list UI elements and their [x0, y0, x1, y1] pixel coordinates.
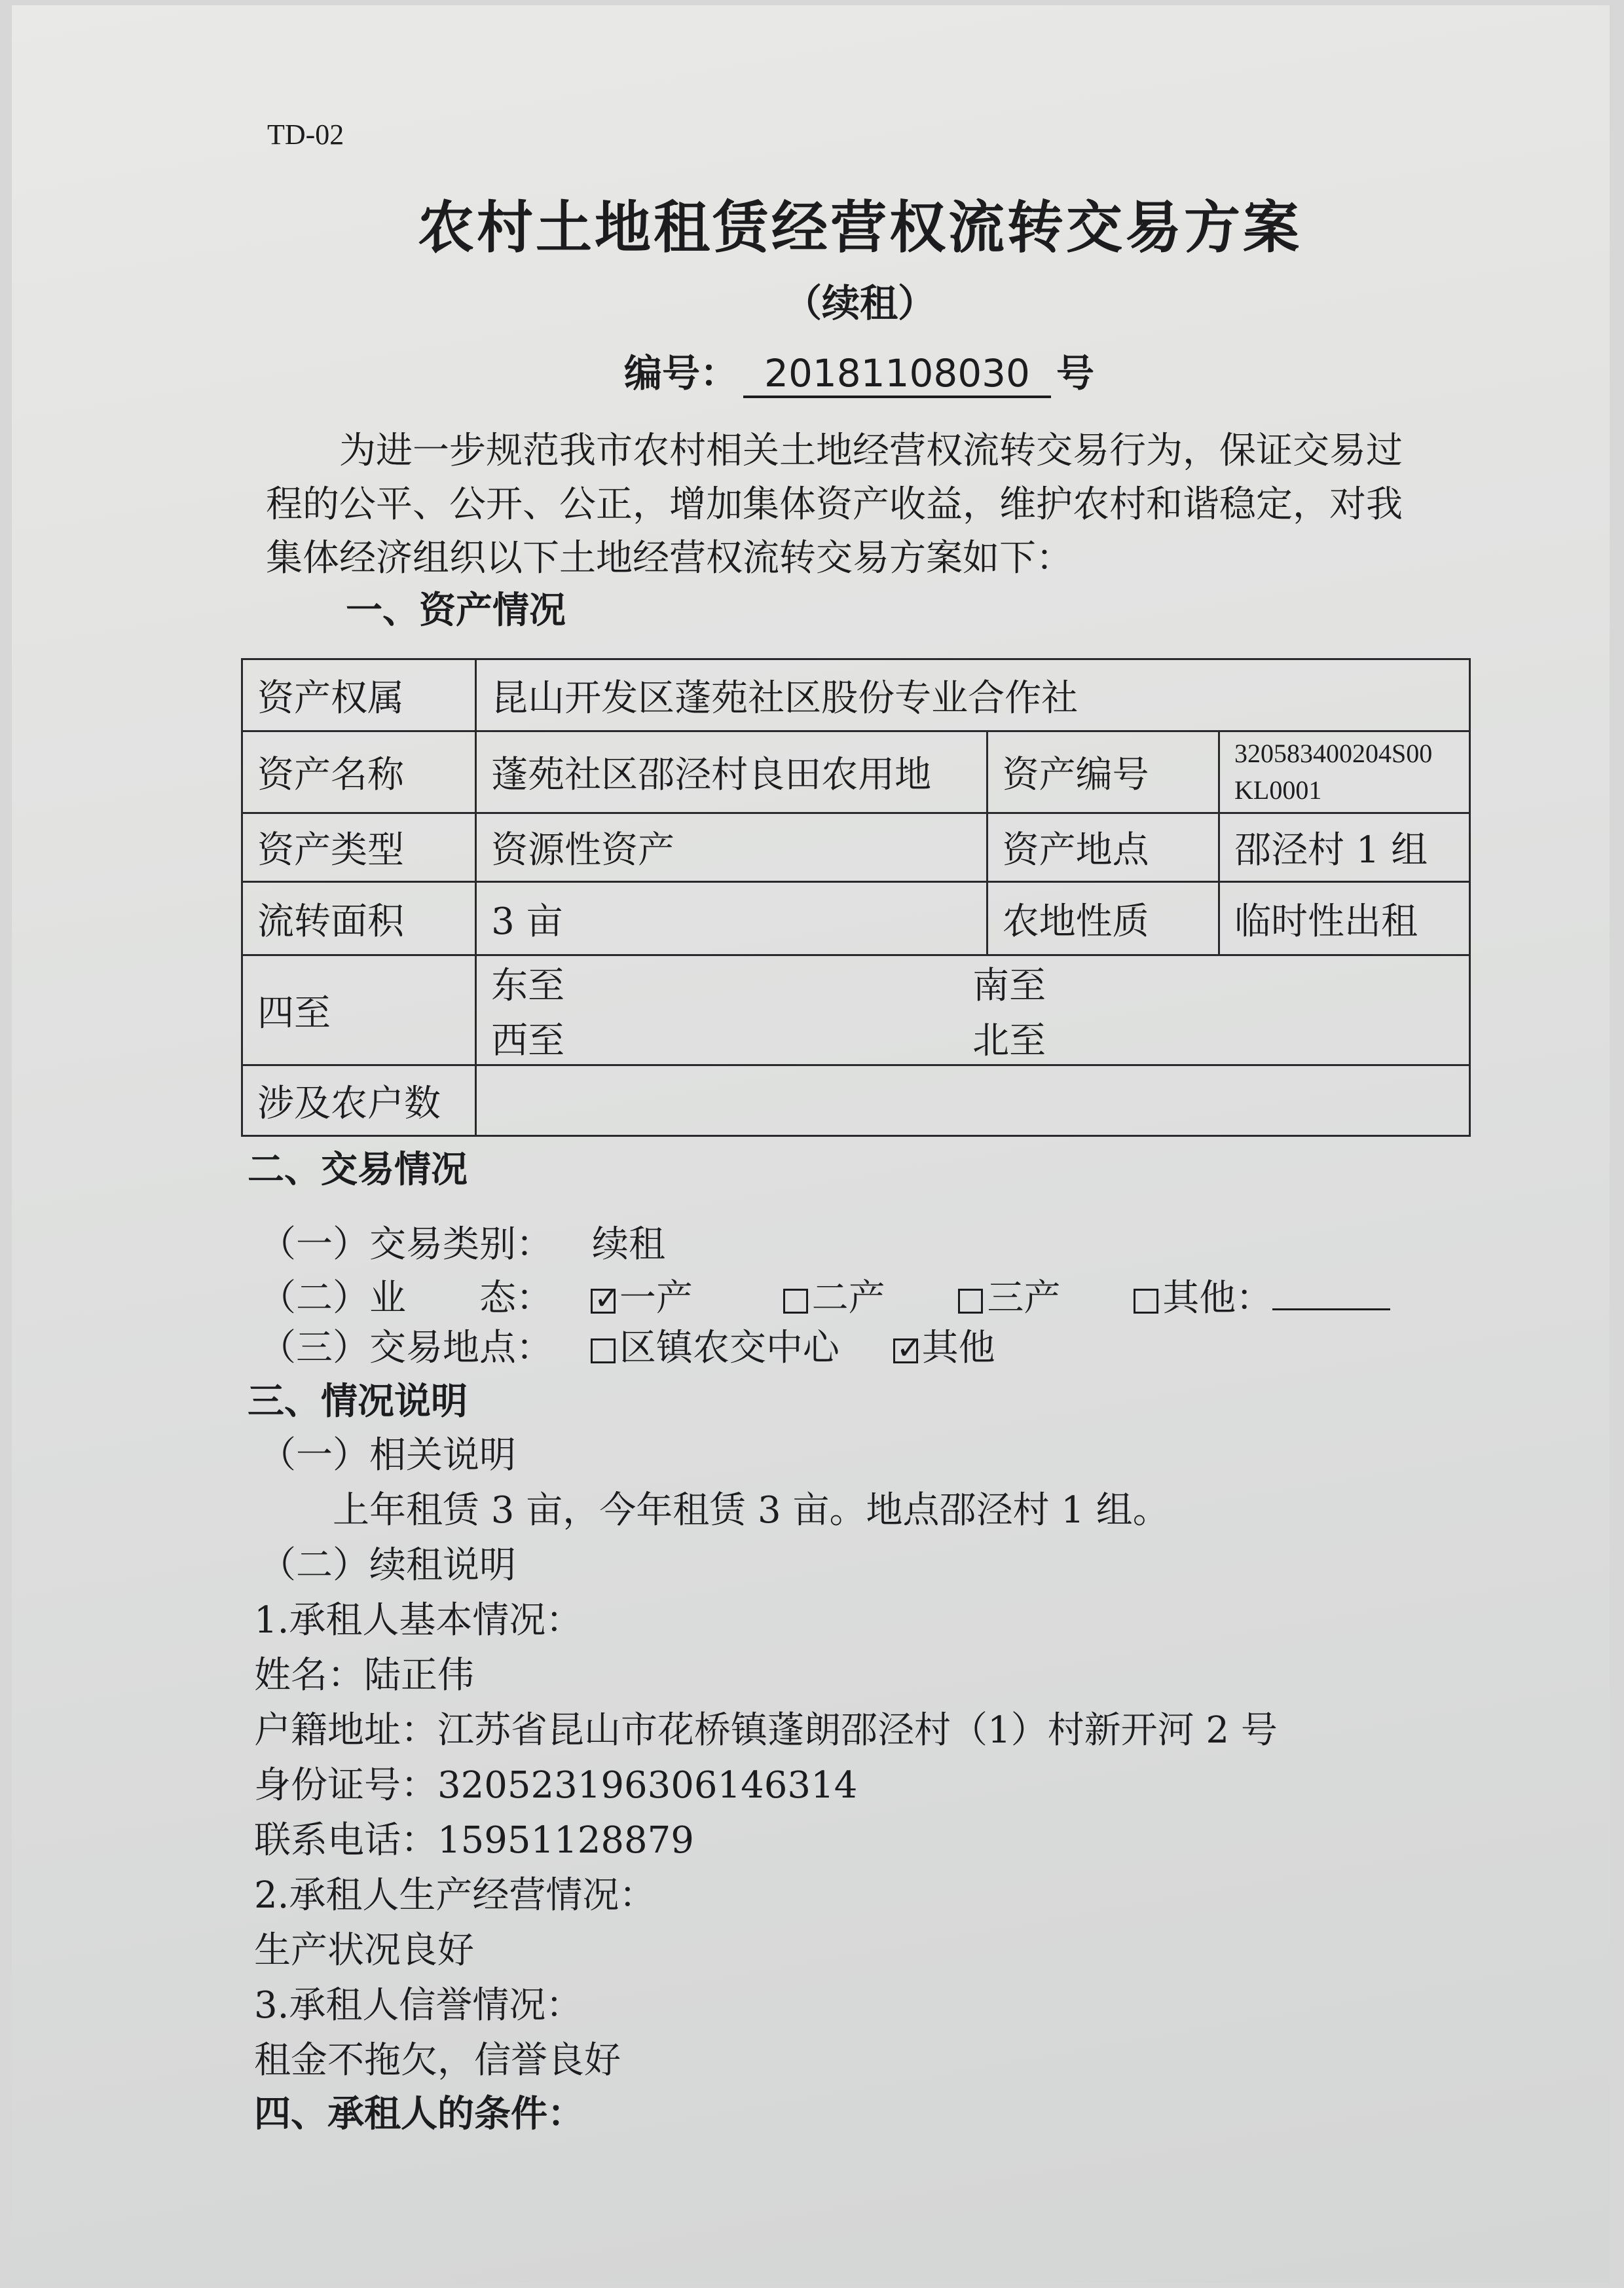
owner-label: 资产权属	[242, 659, 476, 731]
tenant-operation-heading: 2.承租人生产经营情况：	[254, 1874, 656, 1917]
checked-checkbox-icon	[591, 1289, 616, 1314]
doc-code: TD-02	[267, 119, 344, 151]
intro-paragraph	[266, 424, 1471, 585]
section-3-heading: 三、情况说明	[248, 1380, 468, 1423]
place-option-1: 区镇农交中心	[591, 1327, 840, 1369]
id-value-line-1: 320583400204S00	[1234, 739, 1433, 768]
tenant-phone: 联系电话：15951128879	[254, 1819, 694, 1862]
trade-place-row	[259, 1319, 995, 1371]
industry-row	[259, 1269, 1390, 1321]
trade-category-label: （一）交易类别：	[259, 1223, 553, 1266]
section-2-heading: 二、交易情况	[248, 1148, 468, 1191]
bound-west: 西至	[491, 1019, 565, 1062]
checkbox-icon	[591, 1338, 616, 1363]
subsection-renewal-heading: （二）续租说明	[259, 1544, 516, 1587]
name-label: 资产名称	[242, 731, 476, 813]
place-option-2: ✓ 其他	[893, 1327, 995, 1369]
other-blank-line	[1272, 1308, 1390, 1310]
id-label: 资产编号	[987, 731, 1219, 813]
number-value: 20181108030	[743, 351, 1051, 398]
table-row	[242, 813, 1470, 882]
trade-place-label: （三）交易地点：	[259, 1327, 553, 1369]
checked-checkbox-icon	[893, 1338, 918, 1363]
checkbox-icon	[783, 1289, 808, 1314]
intro-line-1: 为进一步规范我市农村相关土地经营权流转交易行为，保证交易过	[339, 430, 1403, 472]
section-4-heading: 四、承租人的条件：	[254, 2092, 584, 2135]
bound-north: 北至	[972, 1019, 1046, 1062]
trade-category-row	[259, 1215, 665, 1268]
bound-east: 东至	[491, 964, 565, 1007]
industry-label: （二）业 态：	[259, 1277, 553, 1319]
households-label: 涉及农户数	[242, 1065, 476, 1136]
tenant-name: 姓名：陆正伟	[254, 1654, 474, 1697]
intro-line-3: 集体经济组织以下土地经营权流转交易方案如下：	[266, 537, 1073, 580]
table-row	[242, 659, 1470, 731]
asset-table	[241, 658, 1471, 1137]
industry-option-4: 其他：	[1134, 1277, 1390, 1319]
table-row	[242, 882, 1470, 955]
nature-value: 临时性出租	[1219, 882, 1470, 955]
tenant-id-card: 身份证号：320523196306146314	[254, 1764, 858, 1807]
location-value: 邵泾村 1 组	[1219, 813, 1470, 882]
number-suffix: 号	[1056, 351, 1095, 396]
section-1-heading: 一、资产情况	[346, 589, 566, 632]
tenant-address: 户籍地址：江苏省昆山市花桥镇蓬朗邵泾村（1）村新开河 2 号	[254, 1709, 1278, 1752]
tenant-operation-text: 生产状况良好	[254, 1929, 474, 1972]
type-label: 资产类型	[242, 813, 476, 882]
bounds-label: 四至	[242, 955, 476, 1065]
industry-option-3: 三产	[958, 1277, 1060, 1319]
area-value: 3 亩	[476, 882, 987, 955]
id-value	[1219, 731, 1470, 813]
doc-title: 农村土地租赁经营权流转交易方案	[418, 195, 1302, 261]
tenant-credit-text: 租金不拖欠，信誉良好	[254, 2039, 621, 2082]
checkbox-icon	[1134, 1289, 1158, 1314]
id-value-line-2: KL0001	[1234, 775, 1322, 805]
tenant-credit-heading: 3.承租人信誉情况：	[254, 1984, 583, 2027]
table-row	[242, 1065, 1470, 1136]
subsection-related-heading: （一）相关说明	[259, 1434, 516, 1477]
doc-number	[624, 342, 1094, 398]
location-label: 资产地点	[987, 813, 1219, 882]
industry-option-1: ✓ 一产	[591, 1277, 693, 1319]
table-row	[242, 731, 1470, 813]
document-page	[12, 5, 1610, 2283]
area-label: 流转面积	[242, 882, 476, 955]
industry-option-2: 二产	[783, 1277, 885, 1319]
number-label: 编号：	[624, 351, 739, 396]
name-value: 蓬苑社区邵泾村良田农用地	[476, 731, 987, 813]
bound-south: 南至	[972, 964, 1046, 1007]
bounds-value	[476, 955, 1470, 1065]
nature-label: 农地性质	[987, 882, 1219, 955]
checkbox-icon	[958, 1289, 983, 1314]
trade-category-value: 续租	[592, 1223, 665, 1266]
owner-value: 昆山开发区蓬苑社区股份专业合作社	[476, 659, 1470, 731]
subsection-related-text: 上年租赁 3 亩，今年租赁 3 亩。地点邵泾村 1 组。	[333, 1489, 1170, 1532]
intro-line-2: 程的公平、公开、公正，增加集体资产收益，维护农村和谐稳定，对我	[266, 483, 1403, 526]
households-value	[476, 1065, 1470, 1136]
tenant-basic-heading: 1.承租人基本情况：	[254, 1599, 583, 1642]
doc-subtitle: （续租）	[783, 281, 936, 325]
table-row	[242, 955, 1470, 1065]
type-value: 资源性资产	[476, 813, 987, 882]
